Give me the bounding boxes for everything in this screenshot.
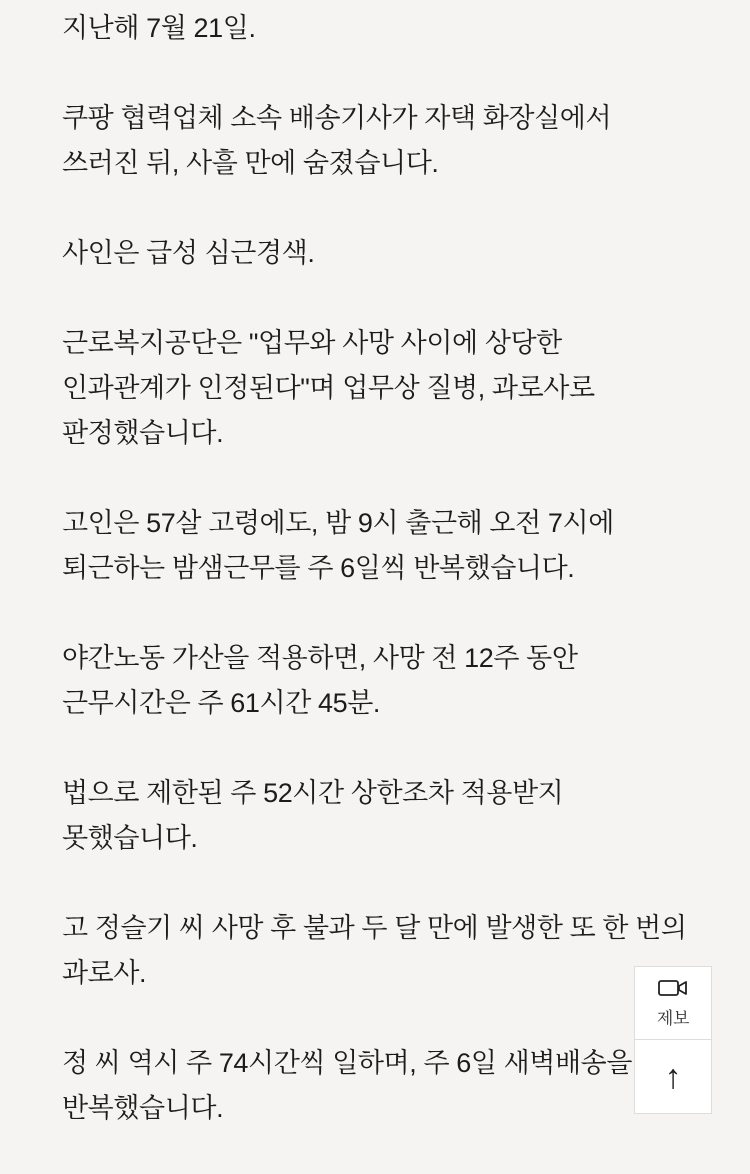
paragraph-spacer — [0, 861, 750, 906]
article-paragraph: 쿠팡 협력업체 소속 배송기사가 자택 화장실에서 쓰러진 뒤, 사흘 만에 숨졌습니다. — [62, 103, 612, 178]
video-camera-icon — [658, 978, 688, 998]
report-button-label: 제보 — [656, 1008, 690, 1028]
scroll-to-top-button[interactable] — [634, 1040, 712, 1114]
article-paragraph: 정 씨 역시 주 74시간씩 일하며, 주 6일 새벽배송을 반복했습니다. — [62, 1048, 633, 1123]
report-button[interactable] — [634, 966, 712, 1040]
article-paragraph: 야간노동 가산을 적용하면, 사망 전 12주 동안 근무시간은 주 61시간 45분. — [62, 643, 578, 718]
article-paragraph: 지난해 7월 21일. — [62, 13, 256, 43]
article-paragraph: 근로복지공단은 "업무와 사망 사이에 상당한 인과관계가 인정된다"며 업무상 질병, 과로사로 판정했습니다. — [62, 328, 595, 448]
paragraph-spacer — [0, 726, 750, 771]
article-paragraph: 고 정슬기 씨 사망 후 불과 두 달 만에 발생한 또 한 번의 과로사. — [62, 913, 687, 988]
paragraph-spacer — [0, 186, 750, 231]
paragraph-spacer — [0, 276, 750, 321]
article-paragraph: 고인은 57살 고령에도, 밤 9시 출근해 오전 7시에 퇴근하는 밤샘근무를 주 6일씩 반복했습니다. — [62, 508, 614, 583]
article-paragraph: 사인은 급성 심근경색. — [62, 238, 315, 268]
article-paragraph: 법으로 제한된 주 52시간 상한조차 적용받지 못했습니다. — [62, 778, 564, 853]
floating-action-buttons — [634, 966, 712, 1114]
paragraph-spacer — [0, 591, 750, 636]
paragraph-spacer — [0, 456, 750, 501]
arrow-up-icon: ↑ — [664, 1057, 682, 1096]
paragraph-spacer — [0, 51, 750, 96]
